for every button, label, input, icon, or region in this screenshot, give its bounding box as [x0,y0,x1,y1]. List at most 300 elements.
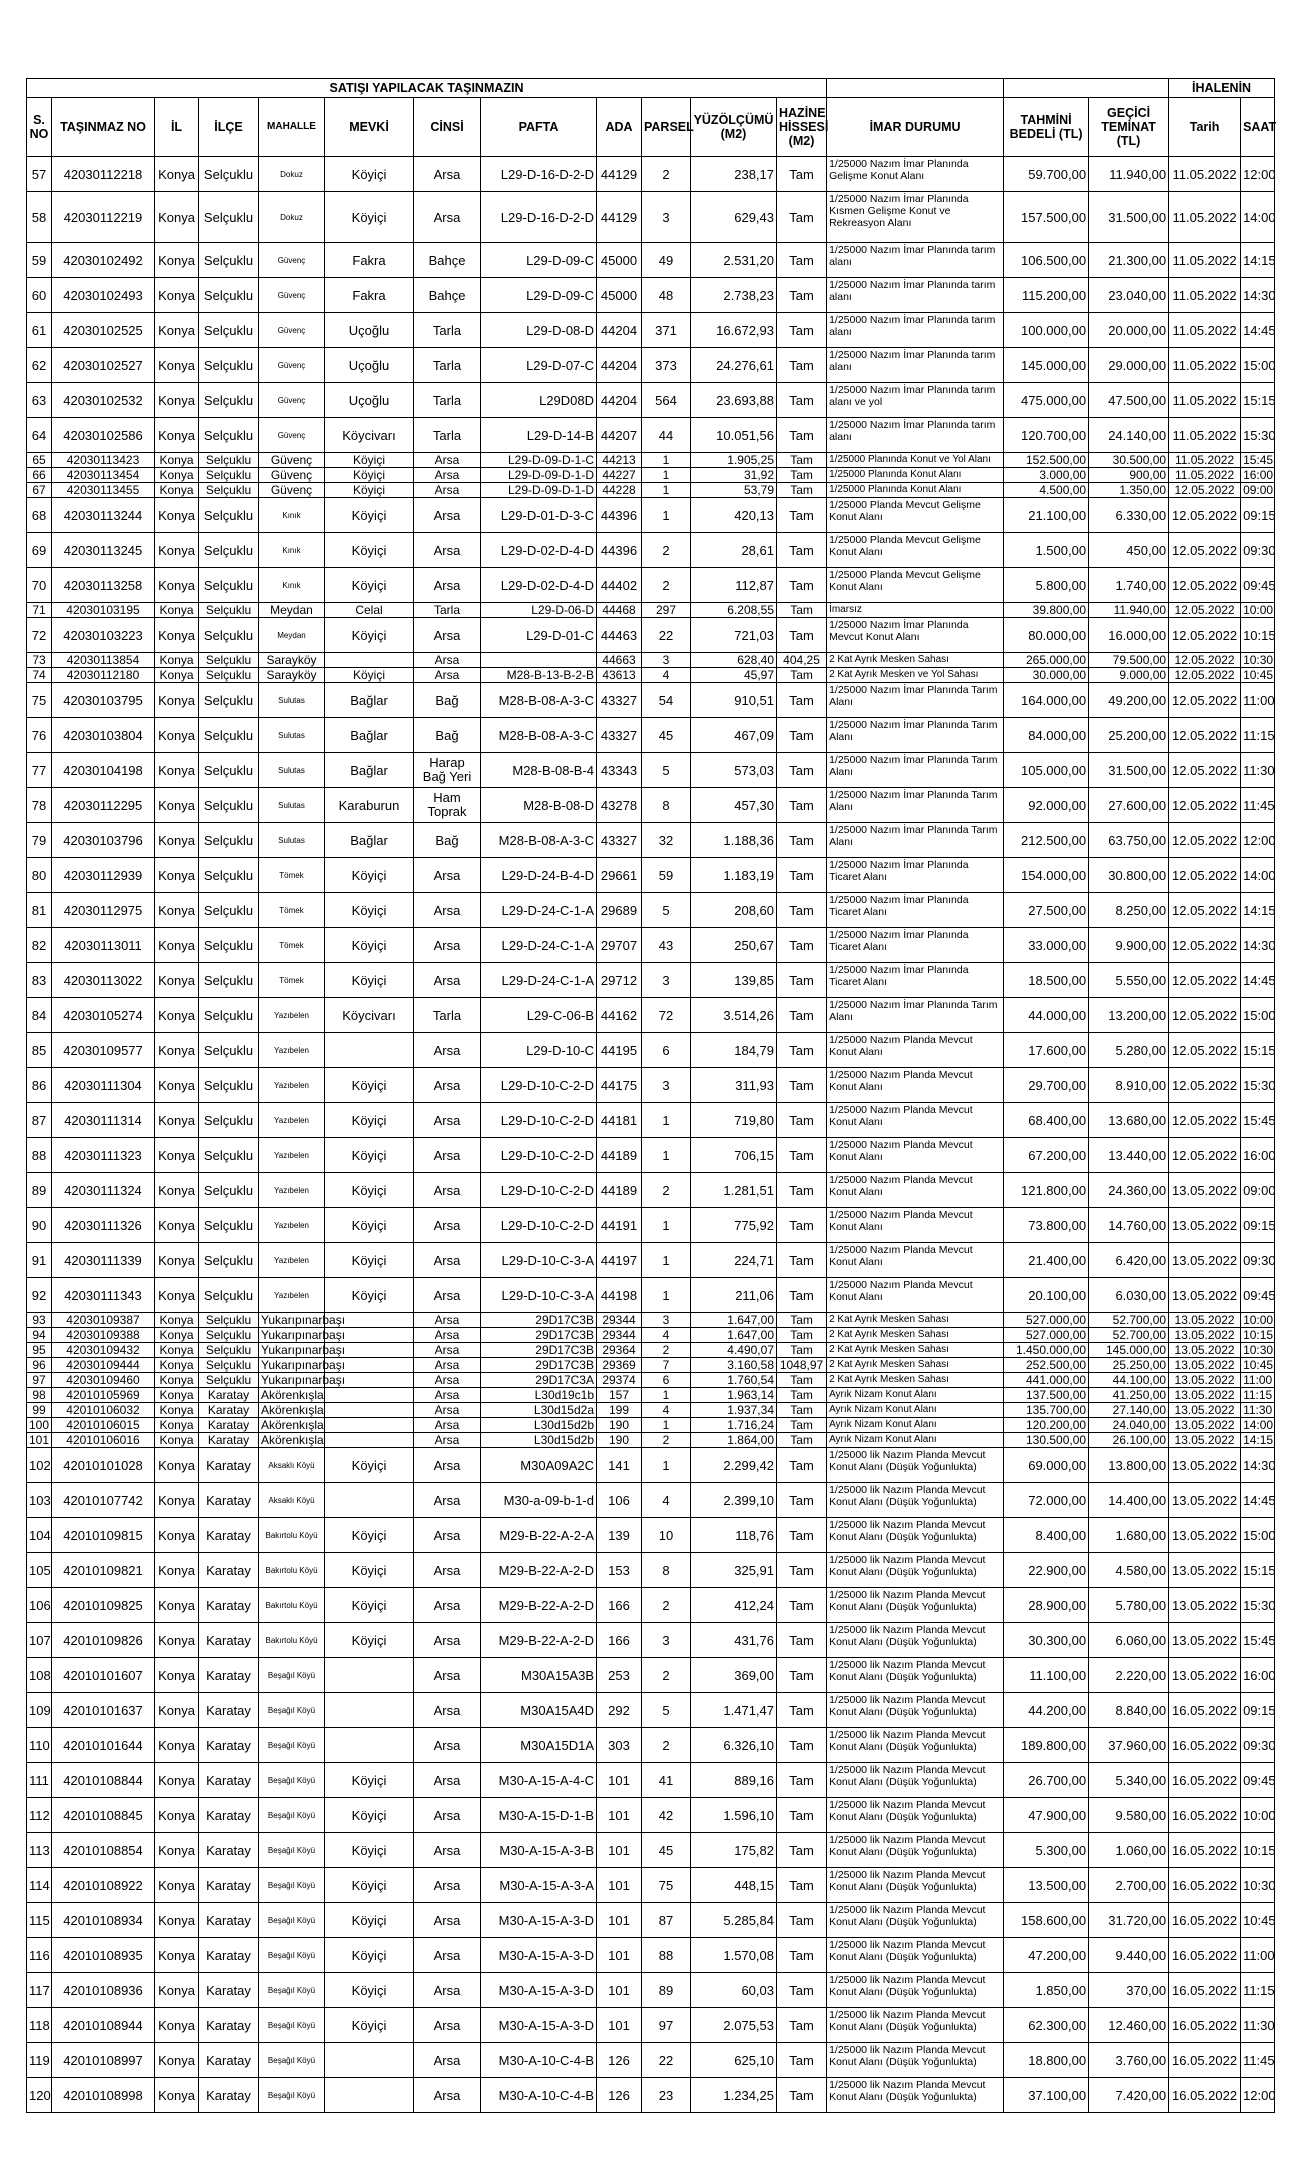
zoning-status: Ayrık Nizam Konut Alanı [827,1403,1004,1418]
property-number: 42010106015 [52,1418,155,1433]
treasury-share: Tam [777,1173,827,1208]
auction-date: 11.05.2022 [1169,348,1241,383]
table-row [27,753,1275,788]
neighborhood: Yazıbelen [259,1173,325,1208]
treasury-share: 404,25 [777,653,827,668]
province: Konya [155,348,199,383]
province: Konya [155,1418,199,1433]
estimated-price: 3.000,00 [1004,468,1089,483]
estimated-price: 47.200,00 [1004,1938,1089,1973]
treasury-share: Tam [777,1553,827,1588]
row-number: 58 [27,192,52,243]
estimated-price: 21.400,00 [1004,1243,1089,1278]
row-number: 107 [27,1623,52,1658]
parcel: 1 [642,1278,691,1313]
neighborhood: Yazıbelen [259,1033,325,1068]
block: 44402 [597,568,642,603]
estimated-price: 18.500,00 [1004,963,1089,998]
auction-date: 16.05.2022 [1169,2008,1241,2043]
block: 44181 [597,1103,642,1138]
deposit: 16.000,00 [1089,618,1169,653]
auction-date: 13.05.2022 [1169,1358,1241,1373]
property-type: Arsa [414,1068,481,1103]
neighborhood: Güvenç [259,483,325,498]
map-sheet: L29-D-10-C [481,1033,597,1068]
province: Konya [155,1343,199,1358]
parcel: 8 [642,788,691,823]
area: 4.490,07 [691,1343,777,1358]
parcel: 373 [642,348,691,383]
neighborhood: Yazıbelen [259,1068,325,1103]
zoning-status: 1/25000 Nazım İmar Planında Tarım Alanı [827,788,1004,823]
zoning-status: 1/25000 Nazım İmar Planında Ticaret Alanı [827,893,1004,928]
table-row [27,1973,1275,2008]
deposit: 47.500,00 [1089,383,1169,418]
auction-time: 10:45 [1241,668,1275,683]
auction-date: 12.05.2022 [1169,1068,1241,1103]
table-row [27,1553,1275,1588]
zoning-status: 1/25000 lik Nazım Planda Mevcut Konut Alanı (Düşük Yoğunlukta) [827,1973,1004,2008]
property-number: 42030103223 [52,618,155,653]
locality: Uçoğlu [325,383,414,418]
row-number: 98 [27,1388,52,1403]
estimated-price: 212.500,00 [1004,823,1089,858]
parcel: 2 [642,1658,691,1693]
auction-date: 12.05.2022 [1169,718,1241,753]
auction-time: 11:15 [1241,1388,1275,1403]
map-sheet: L29D08D [481,383,597,418]
parcel: 2 [642,1173,691,1208]
province: Konya [155,653,199,668]
locality: Köyiçi [325,2008,414,2043]
deposit: 31.500,00 [1089,192,1169,243]
table-row [27,963,1275,998]
area: 1.864,00 [691,1433,777,1448]
map-sheet: 29D17C3B [481,1358,597,1373]
auction-date: 12.05.2022 [1169,1033,1241,1068]
deposit: 13.440,00 [1089,1138,1169,1173]
locality: Köyiçi [325,1448,414,1483]
row-number: 119 [27,2043,52,2078]
area: 2.299,42 [691,1448,777,1483]
map-sheet: L29-D-24-B-4-D [481,858,597,893]
district: Selçuklu [199,718,259,753]
parcel: 371 [642,313,691,348]
province: Konya [155,313,199,348]
zoning-status: 1/25000 lik Nazım Planda Mevcut Konut Alanı (Düşük Yoğunlukta) [827,2043,1004,2078]
neighborhood: Beşağıl Köyü [259,1938,325,1973]
parcel: 2 [642,1433,691,1448]
map-sheet: M29-B-22-A-2-D [481,1588,597,1623]
property-type: Arsa [414,1588,481,1623]
neighborhood: Güvenç [259,383,325,418]
district: Karatay [199,1448,259,1483]
province: Konya [155,963,199,998]
property-number: 42030113244 [52,498,155,533]
province: Konya [155,1798,199,1833]
deposit: 24.040,00 [1089,1418,1169,1433]
zoning-status: 2 Kat Ayrık Mesken ve Yol Sahası [827,668,1004,683]
property-number: 42030112218 [52,157,155,192]
neighborhood: Aksaklı Köyü [259,1483,325,1518]
auction-date: 11.05.2022 [1169,453,1241,468]
property-number: 42030109577 [52,1033,155,1068]
area: 889,16 [691,1763,777,1798]
auction-date: 11.05.2022 [1169,313,1241,348]
zoning-status: 1/25000 Nazım İmar Planında tarım alanı [827,348,1004,383]
area: 628,40 [691,653,777,668]
district: Karatay [199,1403,259,1418]
deposit: 2.220,00 [1089,1658,1169,1693]
auction-date: 12.05.2022 [1169,893,1241,928]
auction-date: 16.05.2022 [1169,1763,1241,1798]
neighborhood: Yazıbelen [259,1138,325,1173]
estimated-price: 105.000,00 [1004,753,1089,788]
property-type: Tarla [414,998,481,1033]
locality [325,2043,414,2078]
auction-date: 12.05.2022 [1169,603,1241,618]
property-number: 42030103795 [52,683,155,718]
neighborhood: Sulutas [259,718,325,753]
property-number: 42030111326 [52,1208,155,1243]
auction-time: 14:45 [1241,963,1275,998]
map-sheet: L29-D-14-B [481,418,597,453]
section-title-left: SATIŞI YAPILACAK TAŞINMAZIN [27,79,827,98]
map-sheet: M28-B-08-B-4 [481,753,597,788]
zoning-status: 1/25000 Planda Mevcut Gelişme Konut Alanı [827,498,1004,533]
auction-date: 13.05.2022 [1169,1518,1241,1553]
table-row [27,603,1275,618]
province: Konya [155,468,199,483]
estimated-price: 72.000,00 [1004,1483,1089,1518]
table-row [27,668,1275,683]
zoning-status: 1/25000 Nazım İmar Planında Kısmen Gelişme Konut ve Rekreasyon Alanı [827,192,1004,243]
block: 43327 [597,823,642,858]
area: 625,10 [691,2043,777,2078]
auction-date: 12.05.2022 [1169,858,1241,893]
province: Konya [155,858,199,893]
property-number: 42030111343 [52,1278,155,1313]
property-number: 42010108936 [52,1973,155,2008]
deposit: 52.700,00 [1089,1328,1169,1343]
locality: Bağlar [325,718,414,753]
treasury-share: Tam [777,963,827,998]
column-header: MAHALLE [259,98,325,157]
treasury-share: Tam [777,788,827,823]
neighborhood: Yazıbelen [259,1208,325,1243]
district: Selçuklu [199,823,259,858]
row-number: 87 [27,1103,52,1138]
row-number: 111 [27,1763,52,1798]
row-number: 89 [27,1173,52,1208]
locality [325,1433,414,1448]
property-number: 42030111323 [52,1138,155,1173]
district: Karatay [199,1693,259,1728]
table-row [27,998,1275,1033]
row-number: 91 [27,1243,52,1278]
locality [325,1658,414,1693]
auction-date: 11.05.2022 [1169,243,1241,278]
parcel: 2 [642,1728,691,1763]
map-sheet: M28-B-08-D [481,788,597,823]
block: 43327 [597,683,642,718]
auction-date: 16.05.2022 [1169,1798,1241,1833]
province: Konya [155,998,199,1033]
district: Selçuklu [199,418,259,453]
district: Selçuklu [199,383,259,418]
table-row [27,1138,1275,1173]
auction-time: 10:00 [1241,603,1275,618]
treasury-share: Tam [777,192,827,243]
row-number: 99 [27,1403,52,1418]
parcel: 43 [642,928,691,963]
estimated-price: 59.700,00 [1004,157,1089,192]
row-number: 105 [27,1553,52,1588]
map-sheet: L29-D-01-D-3-C [481,498,597,533]
treasury-share: Tam [777,1763,827,1798]
estimated-price: 80.000,00 [1004,618,1089,653]
area: 1.647,00 [691,1328,777,1343]
block: 190 [597,1418,642,1433]
locality: Celal [325,603,414,618]
area: 1.183,19 [691,858,777,893]
neighborhood: Yazıbelen [259,1103,325,1138]
table-row [27,618,1275,653]
treasury-share: Tam [777,1433,827,1448]
estimated-price: 21.100,00 [1004,498,1089,533]
estimated-price: 5.300,00 [1004,1833,1089,1868]
column-header: PAFTA [481,98,597,157]
column-header: HAZİNE HİSSESİ (M2) [777,98,827,157]
treasury-share: Tam [777,157,827,192]
deposit: 3.760,00 [1089,2043,1169,2078]
treasury-share: Tam [777,1278,827,1313]
estimated-price: 120.700,00 [1004,418,1089,453]
district: Selçuklu [199,348,259,383]
area: 211,06 [691,1278,777,1313]
map-sheet: 29D17C3B [481,1343,597,1358]
estimated-price: 1.450.000,00 [1004,1343,1089,1358]
deposit: 20.000,00 [1089,313,1169,348]
auction-time: 11:45 [1241,788,1275,823]
estimated-price: 100.000,00 [1004,313,1089,348]
block: 43278 [597,788,642,823]
neighborhood: Kınık [259,568,325,603]
district: Selçuklu [199,313,259,348]
treasury-share: Tam [777,823,827,858]
table-row [27,418,1275,453]
block: 29707 [597,928,642,963]
table-row [27,1938,1275,1973]
property-type: Arsa [414,893,481,928]
auction-date: 13.05.2022 [1169,1278,1241,1313]
deposit: 25.250,00 [1089,1358,1169,1373]
zoning-status: 1/25000 Planında Konut Alanı [827,468,1004,483]
district: Selçuklu [199,998,259,1033]
locality [325,1403,414,1418]
map-sheet: L29-D-09-D-1-C [481,453,597,468]
map-sheet: L29-D-24-C-1-A [481,893,597,928]
row-number: 106 [27,1588,52,1623]
district: Karatay [199,1868,259,1903]
table-row [27,1403,1275,1418]
map-sheet: M30-A-15-A-3-D [481,1903,597,1938]
parcel: 42 [642,1798,691,1833]
section-spacer [827,79,1004,98]
map-sheet: M30-a-09-b-1-d [481,1483,597,1518]
zoning-status: 1/25000 Planda Mevcut Gelişme Konut Alanı [827,533,1004,568]
estimated-price: 115.200,00 [1004,278,1089,313]
row-number: 67 [27,483,52,498]
district: Selçuklu [199,453,259,468]
treasury-share: Tam [777,1103,827,1138]
property-type: Arsa [414,1483,481,1518]
zoning-status: 1/25000 lik Nazım Planda Mevcut Konut Alanı (Düşük Yoğunlukta) [827,1588,1004,1623]
estimated-price: 37.100,00 [1004,2078,1089,2113]
area: 1.234,25 [691,2078,777,2113]
province: Konya [155,2078,199,2113]
property-number: 42030109444 [52,1358,155,1373]
property-type: Arsa [414,1418,481,1433]
auction-time: 15:30 [1241,1588,1275,1623]
district: Selçuklu [199,498,259,533]
auction-time: 09:00 [1241,483,1275,498]
estimated-price: 137.500,00 [1004,1388,1089,1403]
district: Selçuklu [199,1068,259,1103]
district: Selçuklu [199,603,259,618]
auction-time: 11:30 [1241,753,1275,788]
neighborhood: Bakırtolu Köyü [259,1588,325,1623]
treasury-share: Tam [777,383,827,418]
property-type: Arsa [414,618,481,653]
map-sheet: 29D17C3B [481,1313,597,1328]
treasury-share: Tam [777,718,827,753]
area: 10.051,56 [691,418,777,453]
district: Karatay [199,1623,259,1658]
property-number: 42030112939 [52,858,155,893]
treasury-share: Tam [777,2043,827,2078]
estimated-price: 106.500,00 [1004,243,1089,278]
property-number: 42030113423 [52,453,155,468]
property-number: 42010101644 [52,1728,155,1763]
deposit: 5.780,00 [1089,1588,1169,1623]
property-type: Arsa [414,1433,481,1448]
treasury-share: Tam [777,1728,827,1763]
table-row [27,1033,1275,1068]
zoning-status: Ayrık Nizam Konut Alanı [827,1388,1004,1403]
auction-date: 13.05.2022 [1169,1433,1241,1448]
property-type: Arsa [414,1553,481,1588]
neighborhood: Aksaklı Köyü [259,1448,325,1483]
property-number: 42030102527 [52,348,155,383]
row-number: 115 [27,1903,52,1938]
row-number: 82 [27,928,52,963]
neighborhood: Beşağıl Köyü [259,1903,325,1938]
locality [325,1693,414,1728]
map-sheet: L30d15d2b [481,1418,597,1433]
parcel: 72 [642,998,691,1033]
estimated-price: 30.000,00 [1004,668,1089,683]
auction-date: 13.05.2022 [1169,1243,1241,1278]
neighborhood: Beşağıl Köyü [259,2008,325,2043]
row-number: 93 [27,1313,52,1328]
zoning-status: 1/25000 Nazım Planda Mevcut Konut Alanı [827,1278,1004,1313]
neighborhood: Akörenkışla [259,1388,325,1403]
treasury-share: Tam [777,603,827,618]
treasury-share: Tam [777,1313,827,1328]
area: 467,09 [691,718,777,753]
estimated-price: 67.200,00 [1004,1138,1089,1173]
table-row [27,1798,1275,1833]
treasury-share: Tam [777,498,827,533]
area: 3.514,26 [691,998,777,1033]
auction-time: 10:30 [1241,653,1275,668]
locality: Köyiçi [325,1068,414,1103]
parcel: 1 [642,468,691,483]
zoning-status: 2 Kat Ayrık Mesken Sahası [827,1328,1004,1343]
deposit: 24.140,00 [1089,418,1169,453]
district: Selçuklu [199,278,259,313]
property-number: 42030113455 [52,483,155,498]
area: 53,79 [691,483,777,498]
auction-time: 09:45 [1241,1763,1275,1798]
table-row [27,1693,1275,1728]
estimated-price: 4.500,00 [1004,483,1089,498]
district: Selçuklu [199,1358,259,1373]
district: Karatay [199,2008,259,2043]
locality: Karaburun [325,788,414,823]
property-type: Arsa [414,1728,481,1763]
neighborhood: Sarayköy [259,653,325,668]
treasury-share: Tam [777,1328,827,1343]
neighborhood: Güvenç [259,243,325,278]
district: Selçuklu [199,683,259,718]
property-type: Arsa [414,1623,481,1658]
neighborhood: Beşağıl Köyü [259,1728,325,1763]
locality: Fakra [325,278,414,313]
auction-date: 16.05.2022 [1169,1728,1241,1763]
map-sheet: M28-B-08-A-3-C [481,823,597,858]
treasury-share: Tam [777,278,827,313]
parcel: 54 [642,683,691,718]
auction-time: 12:00 [1241,2078,1275,2113]
area: 1.596,10 [691,1798,777,1833]
property-number: 42010105969 [52,1388,155,1403]
auction-date: 13.05.2022 [1169,1553,1241,1588]
area: 448,15 [691,1868,777,1903]
province: Konya [155,1518,199,1553]
parcel: 3 [642,1623,691,1658]
province: Konya [155,1693,199,1728]
map-sheet: L29-C-06-B [481,998,597,1033]
neighborhood: Bakırtolu Köyü [259,1518,325,1553]
table-row [27,2043,1275,2078]
parcel: 2 [642,157,691,192]
auction-date: 12.05.2022 [1169,753,1241,788]
district: Selçuklu [199,1343,259,1358]
estimated-price: 30.300,00 [1004,1623,1089,1658]
property-type: Arsa [414,1518,481,1553]
neighborhood: Beşağıl Köyü [259,1973,325,2008]
area: 23.693,88 [691,383,777,418]
row-number: 84 [27,998,52,1033]
treasury-share: Tam [777,243,827,278]
table-row [27,383,1275,418]
auction-time: 16:00 [1241,468,1275,483]
area: 2.399,10 [691,1483,777,1518]
treasury-share: Tam [777,453,827,468]
auction-time: 10:15 [1241,1328,1275,1343]
